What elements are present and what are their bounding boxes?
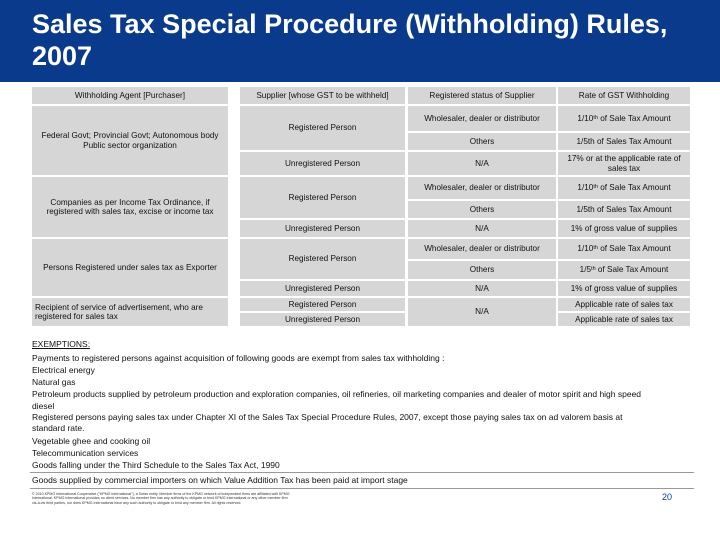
exemption-line: standard rate.: [32, 423, 85, 433]
supplier-unregistered-4: Unregistered Person: [240, 313, 405, 326]
rate-tenth-2-text: of Sale Tax Amount: [597, 183, 671, 193]
divider: [30, 472, 694, 473]
rate-fifth-2: 1/5th of Sales Tax Amount: [558, 201, 690, 218]
rate-tenth-3-fraction: 1/10: [577, 244, 594, 254]
status-wholesaler-3: Wholesaler, dealer or distributor: [408, 239, 556, 259]
rate-fifth-3-text: of Sale Tax Amount: [595, 265, 669, 275]
rate-fifth-1: 1/5th of Sales Tax Amount: [558, 133, 690, 150]
copyright-notice: © 2010 KPMG International Cooperative ("KPMG International"), a Swiss entity. Member firms of the KPMG network of independent firms are affiliated with KPMG International. KPMG International provides no client services. No member firm has any authority to obligate or bind KPMG International or any other member firm vis-à-vis third parties, nor does KPMG International have any such authority to obligate or bind any member firm. All rights reserved.: [32, 492, 290, 505]
rate-tenth-3-ordinal: th: [593, 245, 598, 252]
divider: [30, 488, 694, 489]
rate-gross-1: 1% of gross value of supplies: [558, 220, 690, 237]
rate-gross-2: 1% of gross value of supplies: [558, 281, 690, 296]
exemption-line: Electrical energy: [32, 365, 95, 375]
exemption-line: Goods falling under the Third Schedule to the Sales Tax Act, 1990: [32, 460, 280, 470]
supplier-registered-2: Registered Person: [240, 177, 405, 218]
status-wholesaler-1: Wholesaler, dealer or distributor: [408, 106, 556, 131]
status-wholesaler-2: Wholesaler, dealer or distributor: [408, 177, 556, 199]
status-others-2: Others: [408, 201, 556, 218]
status-others-3: Others: [408, 261, 556, 279]
supplier-unregistered-1: Unregistered Person: [240, 152, 405, 175]
slide-title: Sales Tax Special Procedure (Withholding) Rules, 2007: [32, 9, 668, 71]
rate-applicable-2: Applicable rate of sales tax: [558, 313, 690, 326]
rate-tenth-2: [558, 177, 690, 199]
rate-tenth-1-fraction: 1/10: [577, 113, 594, 123]
rate-fifth-3-fraction: 1/5: [579, 265, 592, 275]
rate-fifth-3-ordinal: th: [591, 266, 596, 273]
supplier-registered-1: Registered Person: [240, 106, 405, 150]
status-others-1: Others: [408, 133, 556, 150]
header-status: Registered status of Supplier: [408, 87, 556, 104]
exemption-line: Telecommunication services: [32, 448, 139, 458]
status-na-3: N/A: [408, 281, 556, 296]
exemption-line: Registered persons paying sales tax under Chapter XI of the Sales Tax Special Procedure Rules, 2007, except those paying sales tax on ad valorem basis at: [32, 412, 623, 422]
supplier-registered-3: Registered Person: [240, 239, 405, 279]
supplier-unregistered-3: Unregistered Person: [240, 281, 405, 296]
exemption-line: diesel: [32, 401, 55, 411]
rate-tenth-3: [558, 239, 690, 259]
exemptions-heading: EXEMPTIONS:: [32, 339, 91, 349]
rate-tenth-1: [558, 106, 690, 131]
supplier-registered-4: Registered Person: [240, 298, 405, 311]
rate-seventeen: 17% or at the applicable rate of sales tax: [558, 152, 690, 175]
rate-tenth-1-text: of Sale Tax Amount: [597, 113, 671, 123]
exemption-line: Natural gas: [32, 377, 76, 387]
rate-tenth-2-ordinal: th: [593, 184, 598, 191]
header-supplier: Supplier [whose GST to be withheld]: [240, 87, 405, 104]
agent-companies: Companies as per Income Tax Ordinance, if registered with sales tax, excise or income tax: [32, 177, 228, 237]
status-na-4: N/A: [408, 298, 556, 326]
rate-fifth-3: [558, 261, 690, 279]
exemption-line: Petroleum products supplied by petroleum production and exploration companies, oil refineries, oil marketing companies and dealer of motor spirit and high speed: [32, 389, 642, 399]
status-na-2: N/A: [408, 220, 556, 237]
supplier-unregistered-2: Unregistered Person: [240, 220, 405, 237]
agent-govt: Federal Govt; Provincial Govt; Autonomous body Public sector organization: [32, 106, 228, 175]
agent-exporters: Persons Registered under sales tax as Exporter: [32, 239, 228, 296]
header-rate: Rate of GST Withholding: [558, 87, 690, 104]
rate-tenth-1-ordinal: th: [593, 114, 598, 121]
agent-advertisement: Recipient of service of advertisement, who are registered for sales tax: [32, 298, 228, 326]
exemption-line: Goods supplied by commercial importers on which Value Addition Tax has been paid at import stage: [32, 475, 408, 485]
exemption-line: Vegetable ghee and cooking oil: [32, 436, 151, 446]
rate-applicable-1: Applicable rate of sales tax: [558, 298, 690, 311]
rate-tenth-2-fraction: 1/10: [577, 183, 594, 193]
header-agent: Withholding Agent [Purchaser]: [32, 87, 228, 104]
status-na-1: N/A: [408, 152, 556, 175]
rate-tenth-3-text: of Sale Tax Amount: [597, 244, 671, 254]
exemption-line: Payments to registered persons against acquisition of following goods are exempt from sales tax withholding :: [32, 353, 445, 363]
page-number: 20: [662, 492, 673, 502]
